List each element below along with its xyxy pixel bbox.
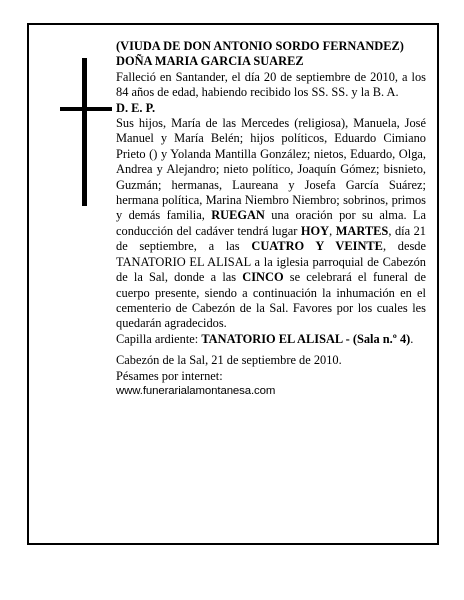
from-text: , desde TANATORIO EL ALISAL a la iglesia parroquial de Cabezón de la Sal, donde a las xyxy=(116,239,426,285)
obituary-notice xyxy=(27,23,439,545)
time-funeral: CINCO xyxy=(242,270,284,285)
deceased-name: DOÑA MARIA GARCIA SUAREZ xyxy=(116,54,304,69)
martes: MARTES xyxy=(335,223,389,238)
prayer-text: una oración por su alma. La conducción del cadáver tendrá lugar xyxy=(116,208,426,238)
ruegan: RUEGAN xyxy=(211,208,265,223)
dep-line: D. E. P. xyxy=(116,100,156,115)
chapel-line: Capilla ardiente: TANATORIO EL ALISAL - (Sala n.º 4). xyxy=(116,331,414,346)
latin-cross-icon xyxy=(60,58,112,206)
date-place: Cabezón de la Sal, 21 de septiembre de 2010. xyxy=(116,353,342,368)
condolences-label: Pésames por internet: xyxy=(116,368,223,383)
death-announcement: Falleció en Santander, el día 20 de septiembre de 2010, a los 84 años de edad, habiendo recibido los SS. SS. y la B. A. xyxy=(116,69,426,100)
condolences-website: www.funerarialamontanesa.com xyxy=(116,384,276,397)
notice-body xyxy=(116,39,426,399)
family-and-ceremony: Sus hijos, María de las Mercedes (religiosa), Manuela, José Manuel y María Belén; hijos políticos, Eduardo Cimiano Prieto () y Yolanda Mantilla González; nietos, Eduardo, Olga, Andrea y Alejandro; nieto político, Joaquín Gómez; bisnieto, Guzmán; hermanas, Laureana y Josefa García Suárez; hermana política, Marina Niembro Niembro; sobrinos, primos y demás familia, RUEGAN una oración por su alma. La conducción del cadáver tendrá lugar HOY, MARTES, día 21 de septiembre, a las CUATRO Y VEINTE, desde TANATORIO EL ALISAL a la iglesia parroquial de Cabezón de la Sal, donde a las CINCO se celebrará el funeral de cuerpo presente, siendo a continuación la inhumación en el cementerio de Cabezón de la Sal. Favores por los cuales les quedarán agradecidos. xyxy=(116,116,427,331)
cross-vertical-bar xyxy=(82,58,87,206)
funeral-text: se celebrará el funeral de cuerpo presente, siendo a continuación la inhumación en el cementerio de Cabezón de la Sal. Favores por los cuales les quedarán agradecidos. xyxy=(116,270,426,331)
chapel-place: TANATORIO EL ALISAL - (Sala n.º 4) xyxy=(201,331,411,346)
time-procession: CUATRO Y VEINTE xyxy=(251,239,383,254)
hoy: HOY xyxy=(300,223,330,238)
family-text: Sus hijos, María de las Mercedes (religiosa), Manuela, José Manuel y María Belén; hijos políticos, Eduardo Cimiano Prieto () y Yolanda Mantilla González; nietos, Eduardo, Olga, Andrea y Alejandro; nieto político, Joaquín Gómez; bisnieto, Guzmán; hermanas, Laureana y Josefa García Suárez; hermana política, Marina Niembro Niembro; sobrinos, primos y demás familia, xyxy=(116,116,426,223)
day-text: , día 21 de septiembre, a las xyxy=(116,223,427,254)
widow-line: (VIUDA DE DON ANTONIO SORDO FERNANDEZ) xyxy=(116,39,404,53)
cross-horizontal-bar xyxy=(60,107,112,111)
